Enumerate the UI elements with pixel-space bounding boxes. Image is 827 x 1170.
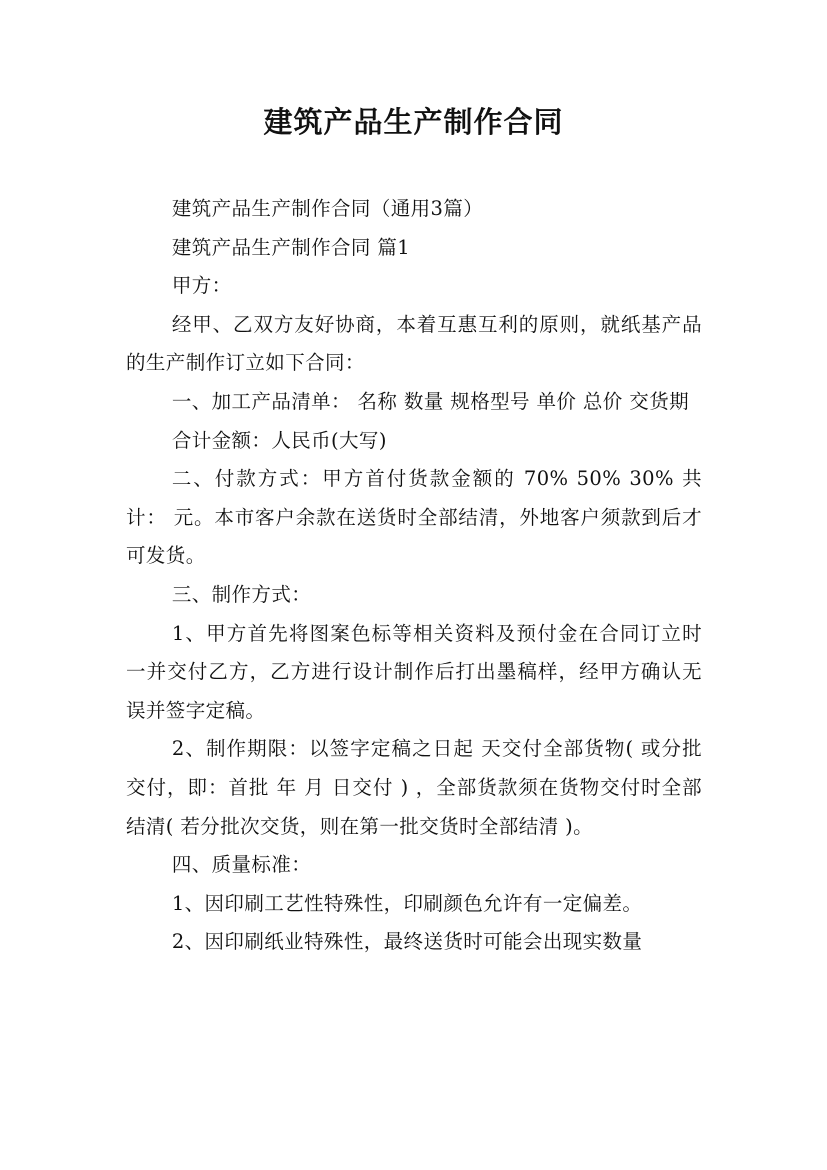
paragraph-subtitle: 建筑产品生产制作合同（通用3篇） xyxy=(171,197,484,220)
paragraph-product-list: 一、加工产品清单： 名称 数量 规格型号 单价 总价 交货期 xyxy=(171,389,690,413)
paragraph-production-heading: 三、制作方式： xyxy=(171,582,312,606)
paragraph-intro: 经甲、乙双方友好协商，本着互惠互利的原则，就纸基产品的生产制作订立如下合同： xyxy=(126,312,702,375)
paragraph-production-1: 1、甲方首先将图案色标等相关资料及预付金在合同订立时一并交付乙方，乙方进行设计制作后打出墨稿样，经甲方确认无误并签字定稿。 xyxy=(126,621,702,722)
paragraph-quality-heading: 四、质量标准： xyxy=(171,853,312,877)
document-body xyxy=(126,190,702,962)
paragraph-quality-1: 1、因印刷工艺性特殊性，印刷颜色允许有一定偏差。 xyxy=(171,891,643,915)
document-title: 建筑产品生产制作合同 xyxy=(263,105,564,139)
paragraph-party-a: 甲方： xyxy=(171,274,232,298)
paragraph-total-amount: 合计金额：人民币(大写) xyxy=(171,428,387,452)
paragraph-payment: 二、付款方式：甲方首付货款金额的 70% 50% 30% 共计： 元。本市客户余款在送货时全部结清，外地客户须款到后才可发货。 xyxy=(126,467,702,568)
paragraph-production-2: 2、制作期限：以签字定稿之日起 天交付全部货物( 或分批交付，即：首批 年 月 日交付 ) ，全部货款须在货物交付时全部结清( 若分批次交货，则在第一批交货时全部结清 )。 xyxy=(126,737,702,838)
paragraph-section-heading: 建筑产品生产制作合同 篇1 xyxy=(171,235,411,259)
paragraph-quality-2: 2、因印刷纸业特殊性，最终送货时可能会出现实数量 xyxy=(171,930,643,954)
